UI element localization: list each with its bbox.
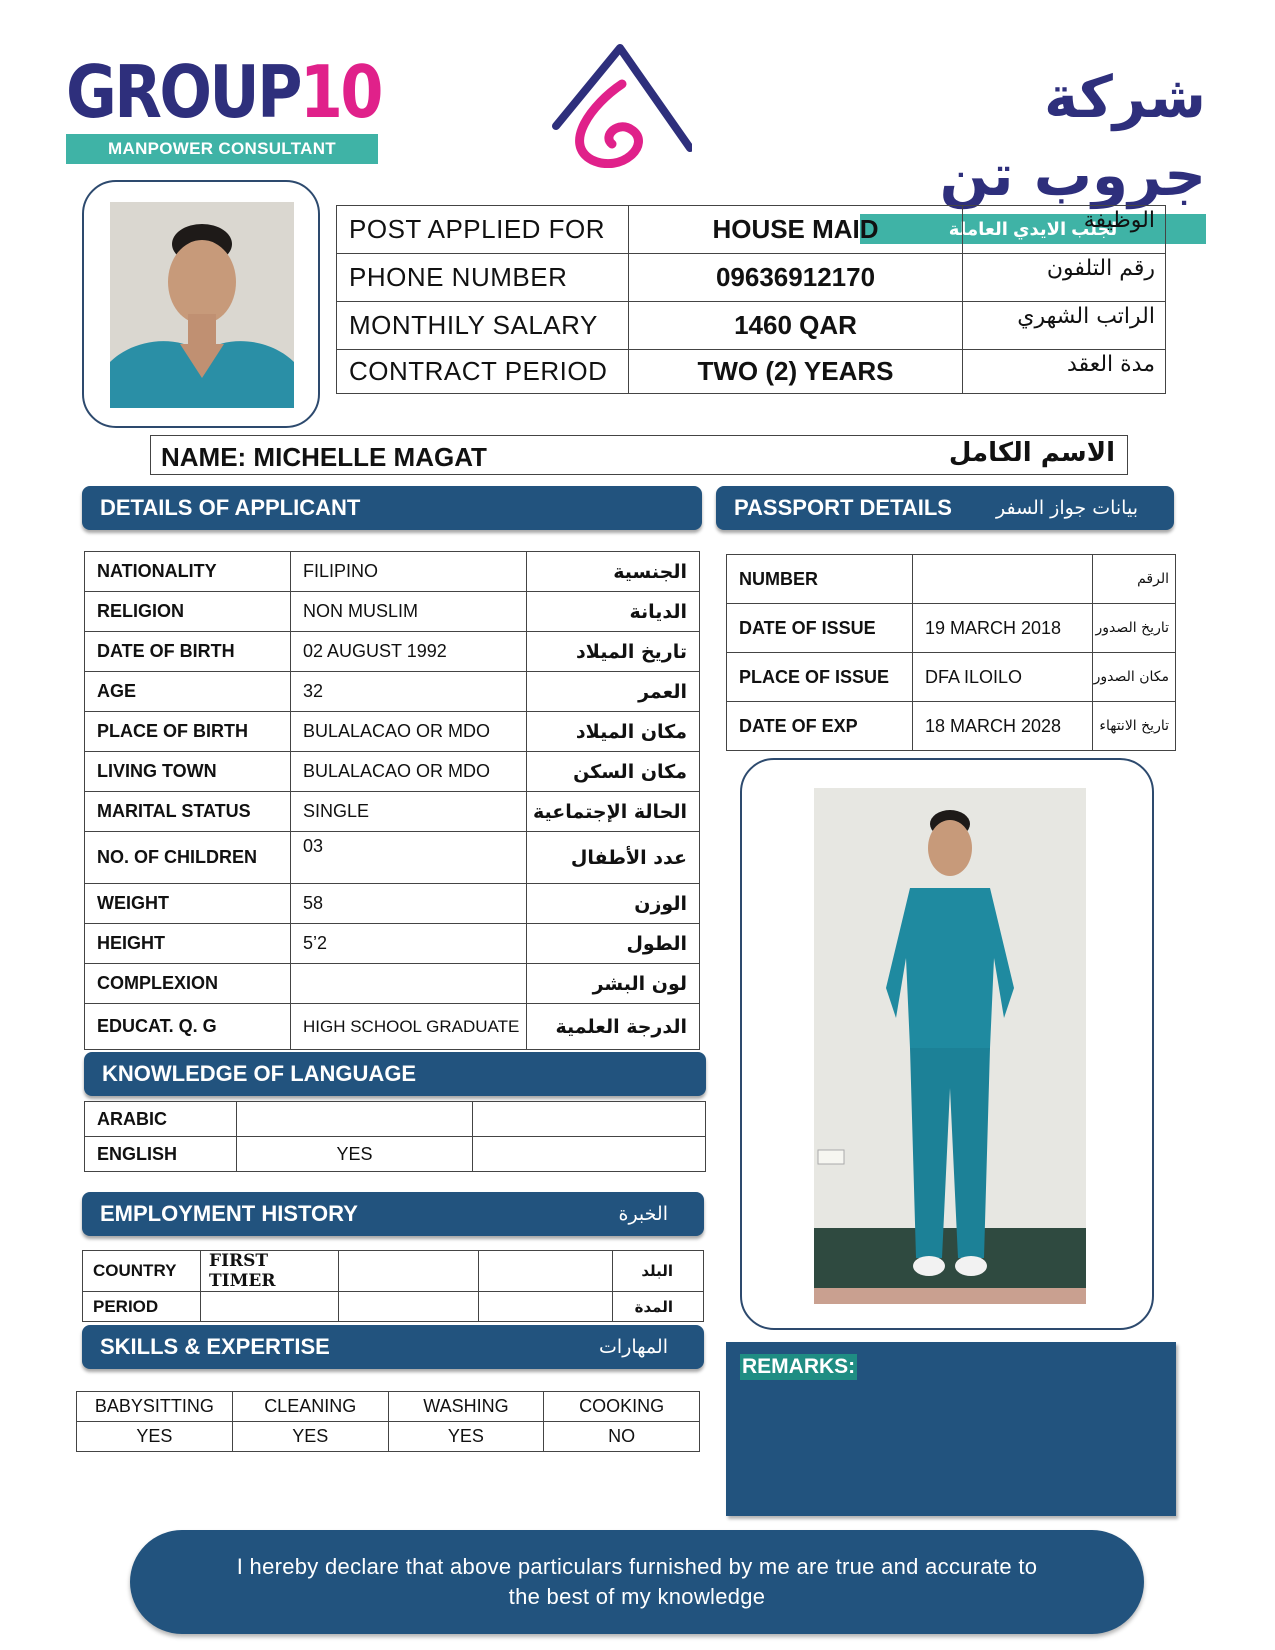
employment-section-title-ar: الخبرة <box>618 1203 668 1225</box>
passport-section-title: PASSPORT DETAILS <box>734 495 952 520</box>
skill-header: CLEANING <box>232 1392 388 1422</box>
passport-section-header <box>716 486 1174 530</box>
contract-label: CONTRACT PERIOD <box>337 350 629 394</box>
detail-label-ar: الطول <box>527 924 700 964</box>
employment-value: FIRST TIMER <box>201 1251 339 1292</box>
passport-value: DFA ILOILO <box>913 653 1093 702</box>
employment-section-header <box>82 1192 704 1236</box>
applicant-details-table <box>84 551 700 1050</box>
table-row <box>337 206 1166 254</box>
skill-header: COOKING <box>544 1392 700 1422</box>
table-row <box>85 832 700 884</box>
portrait-photo <box>110 202 294 408</box>
table-row <box>727 604 1176 653</box>
detail-value: 58 <box>291 884 527 924</box>
employment-label: COUNTRY <box>83 1251 201 1292</box>
table-row <box>727 555 1176 604</box>
logo-subtitle: MANPOWER CONSULTANT <box>66 134 378 164</box>
language-label: ARABIC <box>85 1102 237 1137</box>
skill-value: YES <box>77 1422 233 1452</box>
detail-label-ar: الحالة الإجتماعية <box>527 792 700 832</box>
detail-label-ar: لون البشر <box>527 964 700 1004</box>
phone-label-ar: رقم التلفون <box>963 254 1166 302</box>
detail-value: NON MUSLIM <box>291 592 527 632</box>
details-section-header: DETAILS OF APPLICANT <box>82 486 702 530</box>
passport-value <box>913 555 1093 604</box>
detail-label-ar: الجنسية <box>527 552 700 592</box>
group10-logo <box>66 50 381 164</box>
detail-label-ar: عدد الأطفال <box>527 832 700 884</box>
table-row <box>85 552 700 592</box>
language-table <box>84 1101 706 1172</box>
language-section-header: KNOWLEDGE OF LANGUAGE <box>84 1052 706 1096</box>
skills-section-title: SKILLS & EXPERTISE <box>100 1334 330 1359</box>
logo-arabic-wordmark: شركة جروب تن <box>939 63 1206 209</box>
table-row <box>77 1422 700 1452</box>
contract-value: TWO (2) YEARS <box>629 350 963 394</box>
employment-section-title: EMPLOYMENT HISTORY <box>100 1201 358 1226</box>
detail-value: 5’2 <box>291 924 527 964</box>
employment-label-ar: المدة <box>613 1292 704 1322</box>
passport-label: DATE OF EXP <box>727 702 913 751</box>
detail-label: PLACE OF BIRTH <box>85 712 291 752</box>
skill-value: NO <box>544 1422 700 1452</box>
employment-label: PERIOD <box>83 1292 201 1322</box>
passport-label: DATE OF ISSUE <box>727 604 913 653</box>
passport-label-ar: تاريخ الانتهاء <box>1093 702 1176 751</box>
table-row <box>85 632 700 672</box>
detail-label-ar: الديانة <box>527 592 700 632</box>
skills-section-title-ar: المهارات <box>599 1336 668 1358</box>
detail-value: BULALACAO OR MDO <box>291 752 527 792</box>
logo-arabic-subtitle: لجلب الايدي العاملة <box>860 214 1206 244</box>
language-label: ENGLISH <box>85 1137 237 1172</box>
detail-value: HIGH SCHOOL GRADUATE <box>291 1004 527 1050</box>
detail-label-ar: تاريخ الميلاد <box>527 632 700 672</box>
passport-section-title-ar: بيانات جواز السفر <box>996 497 1138 519</box>
passport-details-table <box>726 554 1176 751</box>
name-box <box>150 435 1128 475</box>
detail-label: AGE <box>85 672 291 712</box>
detail-value: SINGLE <box>291 792 527 832</box>
table-row <box>85 964 700 1004</box>
detail-label: NATIONALITY <box>85 552 291 592</box>
detail-value: BULALACAO OR MDO <box>291 712 527 752</box>
table-row <box>727 653 1176 702</box>
remarks-label: REMARKS: <box>742 1355 856 1378</box>
full-body-photo <box>814 788 1086 1304</box>
salary-label-ar: الراتب الشهري <box>963 302 1166 350</box>
remarks-box <box>726 1342 1176 1516</box>
phone-value: 09636912170 <box>629 254 963 302</box>
language-value <box>237 1102 473 1137</box>
skill-value: YES <box>232 1422 388 1452</box>
detail-label: EDUCAT. Q. G <box>85 1004 291 1050</box>
detail-label-ar: الوزن <box>527 884 700 924</box>
table-row <box>337 254 1166 302</box>
salary-value: 1460 QAR <box>629 302 963 350</box>
detail-label: HEIGHT <box>85 924 291 964</box>
table-row <box>727 702 1176 751</box>
language-value: YES <box>237 1137 473 1172</box>
full-body-photo-frame <box>740 758 1154 1330</box>
table-row <box>85 672 700 712</box>
contract-label-ar: مدة العقد <box>963 350 1166 394</box>
phone-label: PHONE NUMBER <box>337 254 629 302</box>
employment-table <box>82 1250 704 1322</box>
detail-label: COMPLEXION <box>85 964 291 1004</box>
passport-label-ar: مكان الصدور <box>1093 653 1176 702</box>
detail-label: DATE OF BIRTH <box>85 632 291 672</box>
detail-label: LIVING TOWN <box>85 752 291 792</box>
skills-section-header <box>82 1325 704 1369</box>
skills-table <box>76 1391 700 1452</box>
detail-label-ar: العمر <box>527 672 700 712</box>
declaration-banner: I hereby declare that above particulars furnished by me are true and accurate to the best of my knowledge <box>130 1530 1144 1634</box>
detail-value: 03 <box>291 832 527 884</box>
detail-label-ar: مكان الميلاد <box>527 712 700 752</box>
detail-label: NO. OF CHILDREN <box>85 832 291 884</box>
table-row <box>337 350 1166 394</box>
salary-label: MONTHILY SALARY <box>337 302 629 350</box>
detail-value <box>291 964 527 1004</box>
passport-label-ar: تاريخ الصدور <box>1093 604 1176 653</box>
skill-header: BABYSITTING <box>77 1392 233 1422</box>
detail-value: 02 AUGUST 1992 <box>291 632 527 672</box>
post-info-table <box>336 205 1166 394</box>
detail-label: MARITAL STATUS <box>85 792 291 832</box>
portrait-photo-frame <box>82 180 320 428</box>
employment-value <box>201 1292 339 1322</box>
table-row <box>77 1392 700 1422</box>
employment-label-ar: البلد <box>613 1251 704 1292</box>
detail-value: FILIPINO <box>291 552 527 592</box>
post-label: POST APPLIED FOR <box>337 206 629 254</box>
table-row <box>337 302 1166 350</box>
logo-wordmark: GROUP10 <box>66 50 381 134</box>
table-row <box>85 752 700 792</box>
table-row <box>85 712 700 752</box>
passport-label: NUMBER <box>727 555 913 604</box>
table-row <box>85 792 700 832</box>
table-row <box>85 592 700 632</box>
passport-value: 18 MARCH 2028 <box>913 702 1093 751</box>
detail-value: 32 <box>291 672 527 712</box>
table-row <box>85 1102 706 1137</box>
table-row <box>85 924 700 964</box>
table-row <box>85 1137 706 1172</box>
applicant-name: NAME: MICHELLE MAGAT <box>161 442 487 472</box>
detail-label-ar: الدرجة العلمية <box>527 1004 700 1050</box>
table-row <box>85 1004 700 1050</box>
house-swirl-logo-icon <box>552 44 692 168</box>
language-extra <box>473 1102 706 1137</box>
post-label-ar: الوظيفة <box>963 206 1166 254</box>
applicant-name-ar: الاسم الكامل <box>948 438 1115 468</box>
detail-label: WEIGHT <box>85 884 291 924</box>
passport-value: 19 MARCH 2018 <box>913 604 1093 653</box>
table-row <box>83 1251 704 1292</box>
detail-label-ar: مكان السكن <box>527 752 700 792</box>
detail-label: RELIGION <box>85 592 291 632</box>
language-extra <box>473 1137 706 1172</box>
table-row <box>83 1292 704 1322</box>
skill-header: WASHING <box>388 1392 544 1422</box>
post-value: HOUSE MAID <box>629 206 963 254</box>
passport-label-ar: الرقم <box>1093 555 1176 604</box>
skill-value: YES <box>388 1422 544 1452</box>
passport-label: PLACE OF ISSUE <box>727 653 913 702</box>
table-row <box>85 884 700 924</box>
